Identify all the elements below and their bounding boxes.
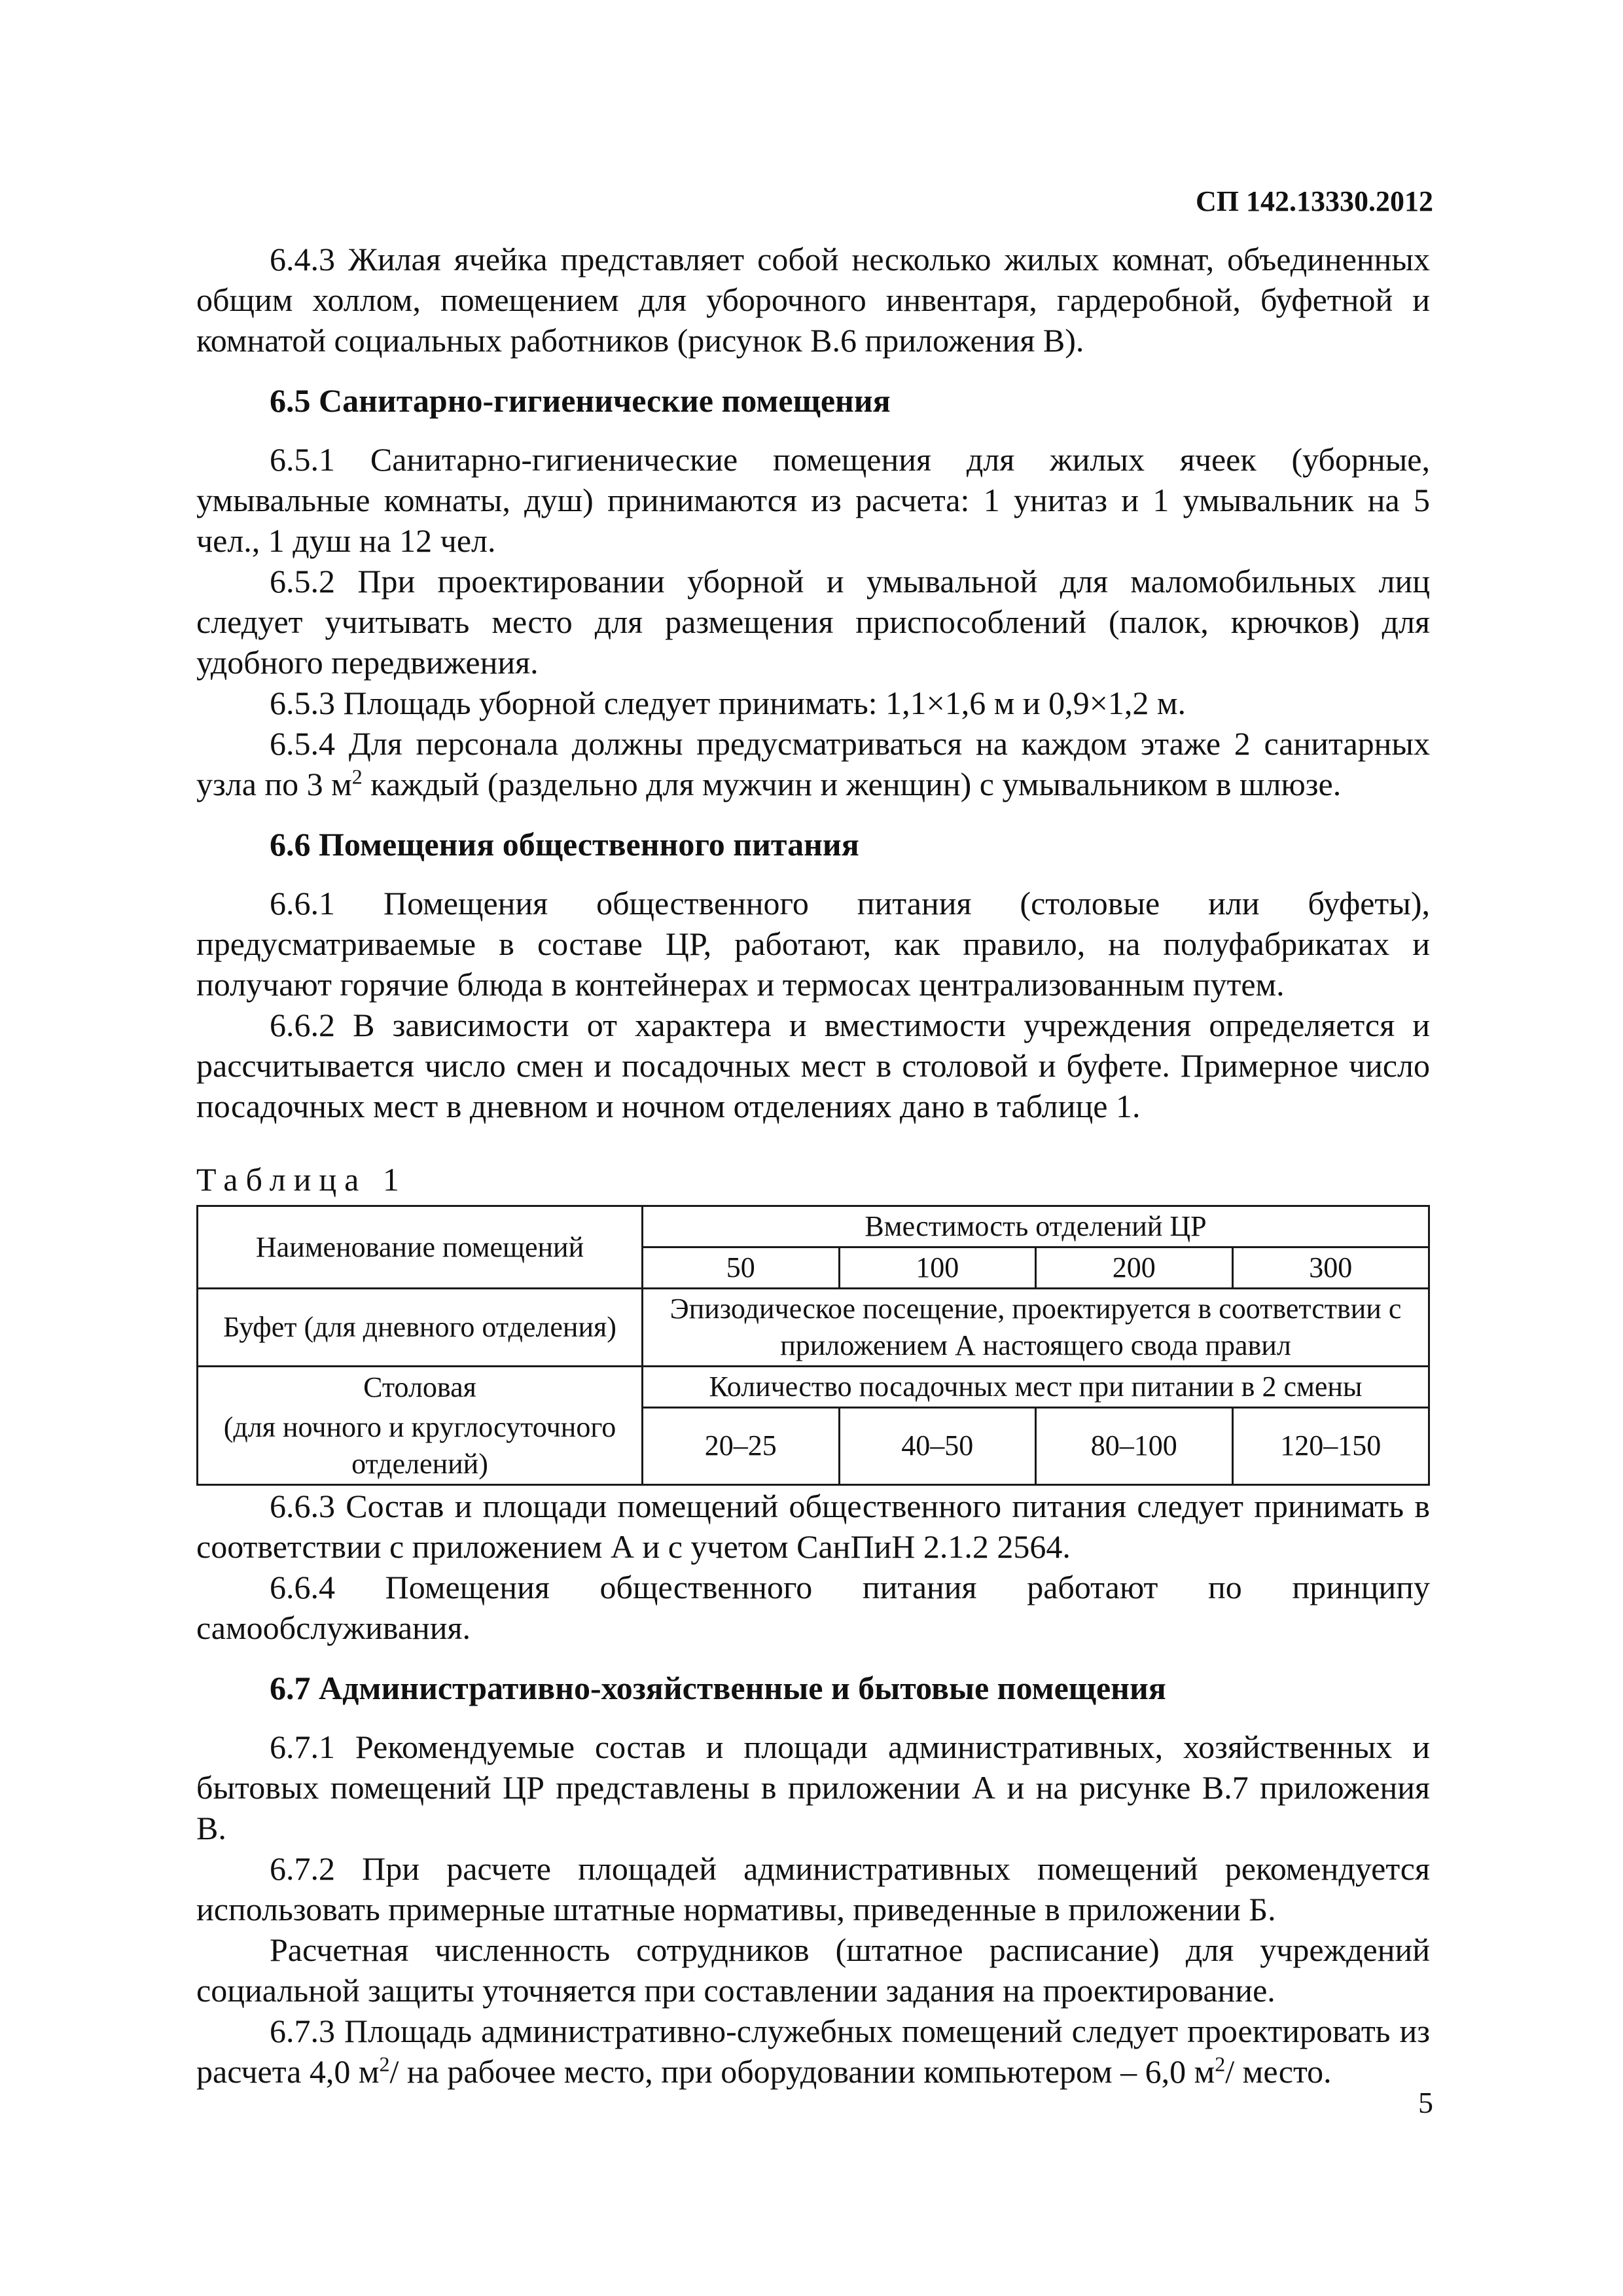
paragraph-6-5-4-text-a: 6.5.4 Для персонала должны предусматриваться на каждом этаже 2 санитарных узла по 3 м [196,725,1430,802]
capacity-cell: 50 [643,1247,840,1289]
row-subheader-canteen: Количество посадочных мест при питании в 2 смены [643,1367,1429,1408]
paragraph-6-6-4: 6.6.4 Помещения общественного питания работают по принципу самообслуживания. [196,1568,1430,1646]
row-name-buffet: Буфет (для дневного отделения) [198,1289,643,1367]
capacity-cell: 100 [839,1247,1036,1289]
table-1 [196,1205,1430,1486]
heading-6-6: 6.6 Помещения общественного питания [270,826,859,863]
row-name-canteen: Столовая [198,1367,643,1408]
paragraph-6-4-3: 6.4.3 Жилая ячейка представляет собой несколько жилых комнат, объединенных общим холлом, помещением для уборочного инвентаря, гардеробной, буфетной и комнатой социальных работников (рисунок В.6 приложения В). [196,241,1430,359]
document-code: СП 142.13330.2012 [1196,185,1433,217]
header-capacity: Вместимость отделений ЦР [643,1206,1429,1247]
paragraph-6-7-3-text-b: / на рабочее место, при оборудовании компьютером – 6,0 м [389,2053,1215,2090]
paragraph-6-7-2-b: Расчетная численность сотрудников (штатное расписание) для учреждений социальной защиты уточняется при составлении задания на проектирование. [196,1931,1430,2009]
table-row [198,1367,1429,1408]
heading-6-5: 6.5 Санитарно-гигиенические помещения [270,382,891,419]
paragraph-6-6-1: 6.6.1 Помещения общественного питания (столовые или буфеты), предусматриваемые в составе ЦР, работают, как правило, на полуфабрикатах и получают горячие блюда в контейнерах и термосах централизованным путем. [196,885,1430,1003]
paragraph-6-7-3 [196,2011,1430,2092]
document-body [196,239,1430,2092]
paragraph-6-6-3: 6.6.3 Состав и площади помещений общественного питания следует принимать в соответствии с приложением А и с учетом СанПиН 2.1.2 2564. [196,1487,1430,1565]
row-value-buffet: Эпизодическое посещение, проектируется в соответствии с приложением А настоящего свода правил [643,1289,1429,1367]
header-room-name: Наименование помещений [198,1206,643,1289]
paragraph-6-5-2: 6.5.2 При проектировании уборной и умывальной для маломобильных лиц следует учитывать место для размещения приспособлений (палок, крючков) для удобного передвижения. [196,563,1430,681]
table-header-row [198,1206,1429,1247]
seat-count-cell: 80–100 [1036,1408,1233,1485]
table-caption: Таблица 1 [196,1161,407,1198]
capacity-cell: 200 [1036,1247,1233,1289]
paragraph-6-7-2: 6.7.2 При расчете площадей административных помещений рекомендуется использовать примерные штатные нормативы, приведенные в приложении Б. [196,1850,1430,1928]
paragraph-6-7-3-text-c: / место. [1225,2053,1332,2090]
seat-count-cell: 20–25 [643,1408,840,1485]
paragraph-6-6-2: 6.6.2 В зависимости от характера и вместимости учреждения определяется и рассчитывается число смен и посадочных мест в столовой и буфете. Примерное число посадочных мест в дневном и ночном отделениях дано в таблице 1. [196,1007,1430,1124]
seat-count-cell: 40–50 [839,1408,1036,1485]
superscript: 2 [1215,2051,1226,2075]
paragraph-6-7-3-text-a: 6.7.3 Площадь административно-служебных помещений следует проектировать из расчета 4,0 м [196,2012,1430,2090]
paragraph-6-5-3: 6.5.3 Площадь уборной следует принимать: 1,1×1,6 м и 0,9×1,2 м. [270,685,1186,721]
heading-6-7: 6.7 Административно-хозяйственные и бытовые помещения [270,1669,1166,1706]
capacity-cell: 300 [1232,1247,1429,1289]
paragraph-6-5-4-text-b: каждый (раздельно для мужчин и женщин) с умывальником в шлюзе. [362,766,1342,802]
table-row [198,1408,1429,1485]
table-row [198,1289,1429,1367]
seat-count-cell: 120–150 [1232,1408,1429,1485]
paragraph-6-7-1: 6.7.1 Рекомендуемые состав и площади административных, хозяйственных и бытовых помещений ЦР представлены в приложении А и на рисунке В.7 приложения В. [196,1728,1430,1846]
superscript: 2 [351,764,363,789]
paragraph-6-5-4 [196,723,1430,804]
paragraph-6-5-1: 6.5.1 Санитарно-гигиенические помещения для жилых ячеек (уборные, умывальные комнаты, душ) принимаются из расчета: 1 унитаз и 1 умывальник на 5 чел., 1 душ на 12 чел. [196,441,1430,559]
superscript: 2 [379,2051,390,2075]
row-name-canteen-detail: (для ночного и круглосуточного отделений) [198,1408,643,1485]
page-number: 5 [1418,2086,1433,2119]
